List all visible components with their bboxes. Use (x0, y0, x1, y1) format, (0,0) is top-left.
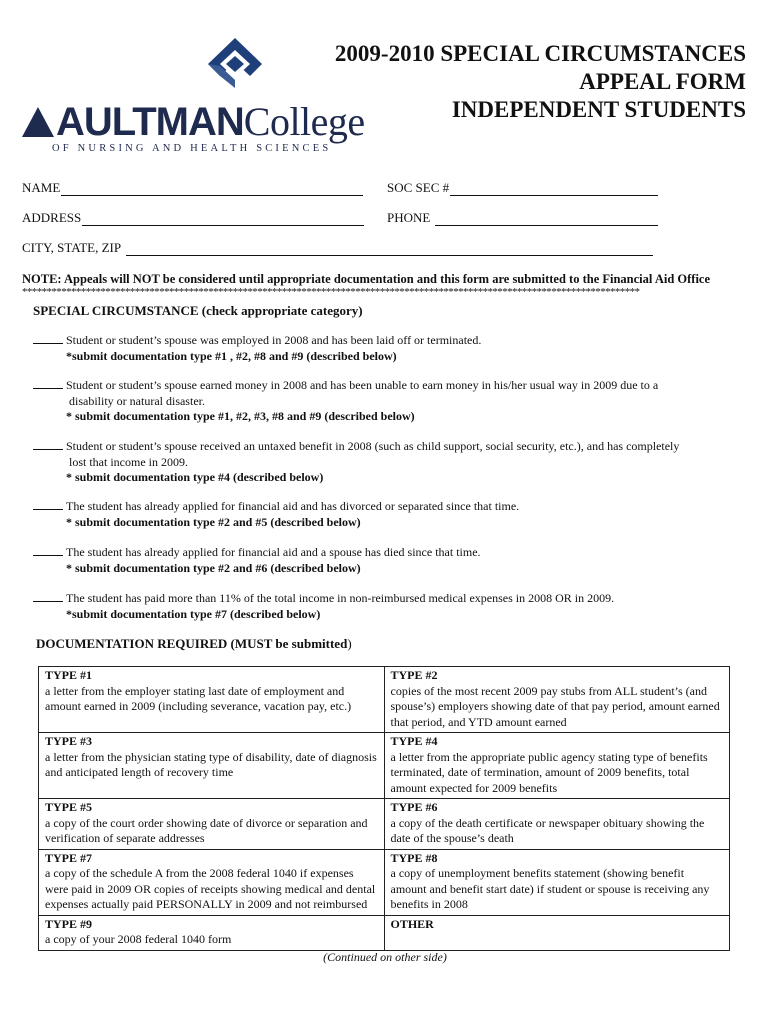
doc-type-desc: a copy of the court order showing date of divorce or separation and verification of separate addresses (45, 815, 368, 845)
soc-sec-field[interactable] (387, 180, 658, 196)
table-row (39, 799, 730, 850)
address-line[interactable] (82, 213, 364, 226)
circumstance-cont: disability or natural disaster. (69, 393, 205, 408)
logo-aultman: AULTMAN (56, 100, 244, 144)
doc-type-title: TYPE #7 (45, 850, 93, 865)
name-field[interactable] (22, 180, 363, 196)
special-circumstance-heading: SPECIAL CIRCUMSTANCE (check appropriate category) (33, 303, 363, 318)
phone-field[interactable] (387, 210, 658, 226)
documentation-heading-paren: ) (347, 636, 352, 651)
doc-type-desc: a letter from the physician stating type of disability, date of diagnosis and anticipated length of recovery time (45, 749, 377, 779)
circumstance-item (33, 545, 733, 576)
doc-type-title: TYPE #5 (45, 800, 93, 814)
check-blank[interactable] (33, 333, 63, 344)
doc-type-title: TYPE #4 (390, 734, 438, 748)
table-row (39, 733, 730, 799)
note-text: NOTE: Appeals will NOT be considered until appropriate documentation and this form are submitted to the Financial Aid Office (22, 272, 711, 286)
star-divider: ****************************************************************************************************************************** (22, 286, 640, 298)
title-line-1: 2009-2010 SPECIAL CIRCUMSTANCES (334, 41, 746, 66)
soc-sec-line[interactable] (450, 183, 658, 196)
logo-emblem-icon (200, 36, 270, 88)
circumstance-doc: * submit documentation type #1, #2, #3, #8 and #9 (described below) (66, 409, 415, 423)
documentation-heading (36, 636, 352, 652)
doc-type-desc: a copy of the schedule A from the 2008 federal 1040 if expenses were paid in 2009 OR copies of receipts showing medical and dental expenses actually paid PERSONALLY in 2009 and not reimbursed (45, 866, 376, 911)
city-state-zip-label: CITY, STATE, ZIP (22, 240, 122, 255)
circumstance-text: Student or student’s spouse received an untaxed benefit in 2008 (such as child support, social security, etc.), and has completely (66, 439, 680, 453)
doc-cell (39, 915, 385, 950)
doc-type-desc: a copy of your 2008 federal 1040 form (45, 932, 232, 946)
circumstance-cont: lost that income in 2009. (69, 454, 188, 469)
doc-type-desc: a copy of the death certificate or newspaper obituary showing the date of the spouse’s death (390, 815, 705, 845)
address-label: ADDRESS (22, 210, 82, 225)
circumstance-doc: *submit documentation type #7 (described below) (66, 606, 321, 621)
circumstance-item (33, 333, 733, 364)
circumstance-text: The student has already applied for financial aid and has divorced or separated since that time. (66, 499, 520, 513)
title-line-3: INDEPENDENT STUDENTS (451, 97, 746, 122)
name-label: NAME (22, 180, 61, 195)
city-state-zip-line[interactable] (126, 243, 653, 256)
circumstance-text: Student or student’s spouse was employed in 2008 and has been laid off or terminated. (66, 333, 482, 347)
doc-type-desc: copies of the most recent 2009 pay stubs from ALL student’s (and spouse’s) employers showing date of that pay period, amount earned that period, and YTD amount earned (390, 683, 720, 729)
doc-type-desc: a letter from the employer stating last date of employment and amount earned in 2009 (including severance, vacation pay, etc.) (45, 683, 352, 713)
phone-label: PHONE (387, 210, 431, 225)
soc-sec-label: SOC SEC # (387, 180, 450, 195)
check-blank[interactable] (33, 439, 63, 450)
address-field[interactable] (22, 210, 364, 226)
logo-a-icon (22, 107, 54, 137)
circumstance-doc: * submit documentation type #4 (described below) (66, 470, 324, 484)
circumstance-text: The student has already applied for financial aid and a spouse has died since that time. (66, 545, 481, 559)
doc-cell (39, 799, 385, 850)
doc-cell (384, 733, 730, 799)
logo-wordmark (22, 99, 365, 144)
doc-cell (384, 849, 730, 915)
documentation-heading-text: DOCUMENTATION REQUIRED (MUST be submitted (36, 636, 348, 651)
circumstance-doc: * submit documentation type #2 and #6 (described below) (66, 560, 361, 575)
check-blank[interactable] (33, 545, 63, 556)
doc-cell (39, 849, 385, 915)
circumstance-item (33, 378, 733, 425)
phone-line[interactable] (435, 213, 658, 226)
doc-type-title: TYPE #9 (45, 916, 93, 931)
doc-cell (384, 799, 730, 850)
circumstance-doc: * submit documentation type #2 and #5 (described below) (66, 514, 361, 529)
check-blank[interactable] (33, 378, 63, 389)
circumstance-text: The student has paid more than 11% of the total income in non-reimbursed medical expenses in 2008 OR in 2009. (66, 591, 615, 605)
table-row (39, 667, 730, 733)
doc-type-title: TYPE #2 (390, 668, 438, 682)
documentation-table (38, 666, 730, 951)
doc-type-title: TYPE #1 (45, 668, 93, 682)
check-blank[interactable] (33, 591, 63, 602)
doc-type-desc: a copy of unemployment benefits statement (showing benefit amount and benefit start date) if student or spouse is receiving any benefits in 2008 (390, 866, 710, 911)
doc-cell (39, 733, 385, 799)
continued-note: (Continued on other side) (323, 950, 447, 964)
doc-type-title: OTHER (390, 916, 434, 931)
doc-type-title: TYPE #8 (390, 850, 438, 865)
circumstance-item (33, 499, 733, 530)
table-row (39, 849, 730, 915)
table-row (39, 915, 730, 950)
doc-cell (384, 667, 730, 733)
doc-cell (384, 915, 730, 950)
circumstance-text: Student or student’s spouse earned money in 2008 and has been unable to earn money in his/her usual way in 2009 due to a (66, 378, 659, 392)
doc-cell (39, 667, 385, 733)
name-line[interactable] (61, 183, 363, 196)
form-title (335, 40, 746, 124)
circumstance-item (33, 439, 733, 486)
circumstance-item (33, 591, 733, 622)
doc-type-desc: a letter from the appropriate public agency stating type of benefits terminated, date of termination, amount of 2009 benefits, total amount expected for 2009 benefits (390, 749, 708, 795)
logo-college: College (243, 99, 365, 144)
doc-type-title: TYPE #6 (390, 800, 438, 814)
check-blank[interactable] (33, 499, 63, 510)
logo-subtitle: OF NURSING AND HEALTH SCIENCES (52, 143, 332, 154)
circumstance-doc: *submit documentation type #1 , #2, #8 and #9 (described below) (66, 348, 397, 363)
title-line-2: APPEAL FORM (579, 69, 746, 94)
city-state-zip-field[interactable] (22, 240, 653, 256)
doc-type-title: TYPE #3 (45, 734, 93, 748)
